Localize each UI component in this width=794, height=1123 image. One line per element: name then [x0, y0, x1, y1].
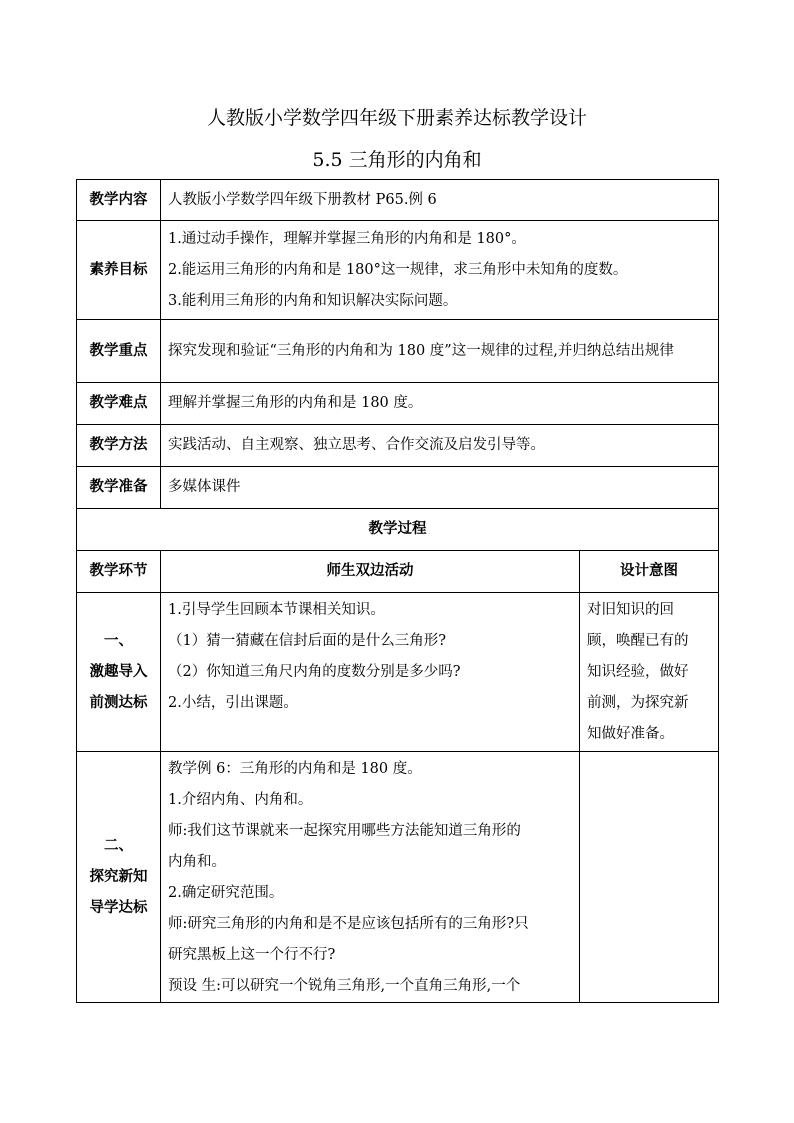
- stage-name-line: 前测达标: [89, 694, 148, 711]
- stage-name-line: 导学达标: [89, 899, 148, 916]
- column-header-intent: 设计意图: [580, 551, 719, 593]
- intent-line: 对旧知识的回: [587, 602, 674, 618]
- value-literacy-goals: [161, 221, 719, 320]
- label-preparation: 教学准备: [77, 467, 161, 509]
- goal-line: 2.能运用三角形的内角和是 180°这一规律，求三角形中未知角的度数。: [168, 261, 628, 278]
- row-stage-2: [77, 752, 719, 1003]
- stage-2-activities: [161, 752, 580, 1003]
- intent-line: 前测，为探究新: [587, 695, 689, 711]
- activity-line: 师:研究三角形的内角和是不是应该包括所有的三角形?只: [168, 916, 529, 932]
- activity-line: （1）猜一猜藏在信封后面的是什么三角形?: [168, 633, 446, 649]
- stage-1-name: [77, 593, 161, 752]
- column-header-activities: 师生双边活动: [161, 551, 580, 593]
- value-methods: 实践活动、自主观察、独立思考、合作交流及启发引导等。: [161, 425, 719, 467]
- activity-line: 师:我们这节课就来一起探究用哪些方法能知道三角形的: [168, 823, 521, 839]
- stage-number: 二、: [104, 837, 133, 854]
- goal-line: 1.通过动手操作，理解并掌握三角形的内角和是 180°。: [168, 230, 526, 247]
- row-teaching-content: [77, 180, 719, 221]
- row-stage-1: [77, 593, 719, 752]
- activity-line: 预设 生:可以研究一个锐角三角形,一个直角三角形,一个: [168, 978, 521, 994]
- lesson-title: 5.5 三角形的内角和: [312, 149, 482, 171]
- column-header-stage: 教学环节: [77, 551, 161, 593]
- row-key-points: [77, 320, 719, 383]
- label-methods: 教学方法: [77, 425, 161, 467]
- activity-line: 教学例 6：三角形的内角和是 180 度。: [168, 761, 422, 777]
- lesson-plan-table: [76, 179, 719, 1003]
- row-methods: [77, 425, 719, 467]
- label-literacy-goals: 素养目标: [77, 221, 161, 320]
- document-title: 人教版小学数学四年级下册素养达标教学设计: [206, 107, 587, 129]
- value-preparation: 多媒体课件: [161, 467, 719, 509]
- activity-line: 2.确定研究范围。: [168, 885, 284, 901]
- label-difficulties: 教学难点: [77, 383, 161, 425]
- stage-2-name: [77, 752, 161, 1003]
- row-process-heading: [77, 509, 719, 551]
- label-teaching-content: 教学内容: [77, 180, 161, 221]
- key-points-text: 探究发现和验证“三角形的内角和为 180 度”这一规律的过程,并归纳总结出规律: [168, 342, 674, 359]
- activity-line: 2.小结，引出课题。: [168, 695, 298, 711]
- stage-2-intent: [580, 752, 719, 1003]
- row-literacy-goals: [77, 221, 719, 320]
- row-preparation: [77, 467, 719, 509]
- stage-1-intent: [580, 593, 719, 752]
- activity-line: 内角和。: [168, 854, 226, 870]
- activity-line: 研究黑板上这一个行不行?: [168, 947, 336, 963]
- activity-line: 1.介绍内角、内角和。: [168, 792, 313, 808]
- row-difficulties: [77, 383, 719, 425]
- label-key-points: 教学重点: [77, 320, 161, 383]
- intent-line: 知做好准备。: [587, 726, 674, 742]
- stage-1-activities: [161, 593, 580, 752]
- activity-line: 1.引导学生回顾本节课相关知识。: [168, 602, 385, 618]
- value-teaching-content: 人教版小学数学四年级下册教材 P65.例 6: [161, 180, 719, 221]
- stage-name-line: 激趣导入: [89, 663, 148, 680]
- intent-line: 顾，唤醒已有的: [587, 633, 689, 649]
- row-process-columns: [77, 551, 719, 593]
- process-heading: 教学过程: [77, 509, 719, 551]
- intent-line: 知识经验，做好: [587, 664, 689, 680]
- activity-line: （2）你知道三角尺内角的度数分别是多少吗?: [168, 664, 461, 680]
- value-difficulties: 理解并掌握三角形的内角和是 180 度。: [161, 383, 719, 425]
- stage-number: 一、: [104, 632, 133, 649]
- goal-line: 3.能利用三角形的内角和知识解决实际问题。: [168, 292, 458, 309]
- value-key-points: [161, 320, 719, 383]
- stage-name-line: 探究新知: [89, 868, 148, 885]
